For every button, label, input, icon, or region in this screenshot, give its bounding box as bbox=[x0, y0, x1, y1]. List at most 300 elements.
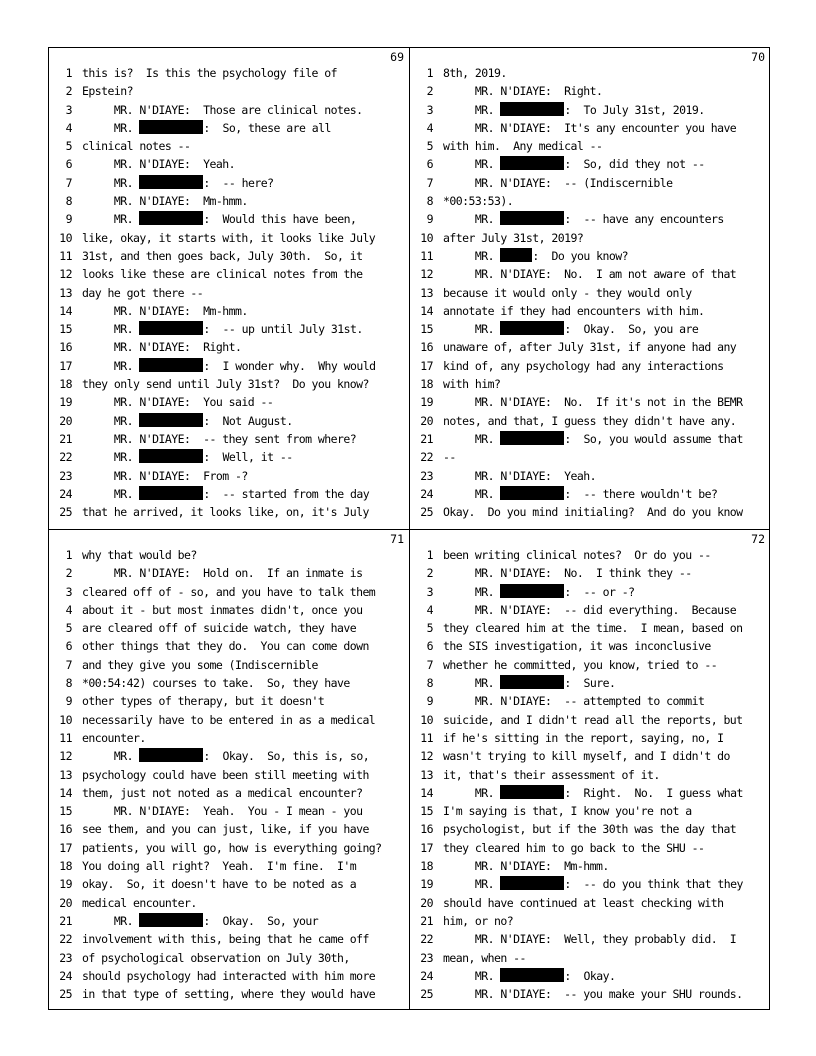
line-number: 10 bbox=[59, 712, 72, 727]
line-text: MR. : -- here? bbox=[82, 175, 274, 190]
redaction-box bbox=[500, 431, 564, 445]
redaction-box bbox=[139, 120, 203, 134]
transcript-line bbox=[410, 503, 771, 521]
transcript-line bbox=[49, 656, 410, 674]
transcript-line bbox=[410, 64, 771, 82]
redaction-box bbox=[500, 486, 564, 500]
line-number: 12 bbox=[59, 267, 72, 282]
line-text: -- bbox=[443, 450, 456, 465]
line-text: should have continued at least checking with bbox=[443, 895, 724, 910]
line-text: I'm saying is that, I know you're not a bbox=[443, 804, 692, 819]
line-text: MR. N'DIAYE: Mm-hmm. bbox=[82, 303, 248, 318]
redaction-box bbox=[500, 675, 564, 689]
line-text: psychology could have been still meeting with bbox=[82, 767, 369, 782]
line-number: 11 bbox=[59, 730, 72, 745]
line-text: MR. : Not August. bbox=[82, 413, 293, 428]
line-number: 18 bbox=[420, 859, 433, 874]
line-text: MR. N'DIAYE: Right. bbox=[443, 84, 603, 99]
transcript-line bbox=[410, 192, 771, 210]
line-text: notes, and that, I guess they didn't have any. bbox=[443, 413, 737, 428]
line-number: 25 bbox=[420, 505, 433, 520]
line-number: 3 bbox=[426, 584, 433, 599]
line-number: 11 bbox=[420, 248, 433, 263]
line-text: MR. N'DIAYE: It's any encounter you have bbox=[443, 120, 737, 135]
line-number: 16 bbox=[59, 822, 72, 837]
line-text: should psychology had interacted with him more bbox=[82, 968, 376, 983]
page-lines bbox=[49, 64, 410, 521]
redaction-box bbox=[139, 175, 203, 189]
line-number: 18 bbox=[59, 377, 72, 392]
line-text: MR. N'DIAYE: From -? bbox=[82, 468, 248, 483]
redaction-box bbox=[139, 321, 203, 335]
line-text: MR. N'DIAYE: No. I think they -- bbox=[443, 566, 692, 581]
transcript-line bbox=[49, 357, 410, 375]
line-number: 17 bbox=[420, 358, 433, 373]
transcript-line bbox=[49, 302, 410, 320]
line-number: 3 bbox=[65, 584, 72, 599]
redaction-box bbox=[500, 211, 564, 225]
transcript-line bbox=[49, 119, 410, 137]
line-number: 23 bbox=[59, 468, 72, 483]
line-number: 9 bbox=[65, 694, 72, 709]
page-number: 72 bbox=[751, 532, 765, 546]
line-text: 31st, and then goes back, July 30th. So, it bbox=[82, 248, 363, 263]
transcript-line bbox=[49, 265, 410, 283]
transcript-line bbox=[410, 485, 771, 503]
line-text: Epstein? bbox=[82, 84, 133, 99]
transcript-line bbox=[410, 637, 771, 655]
line-number: 13 bbox=[420, 767, 433, 782]
transcript-page-71 bbox=[49, 530, 410, 1011]
transcript-line bbox=[410, 967, 771, 985]
line-number: 19 bbox=[420, 877, 433, 892]
line-number: 16 bbox=[59, 340, 72, 355]
line-number: 4 bbox=[65, 120, 72, 135]
line-text: MR. N'DIAYE: Mm-hmm. bbox=[443, 859, 609, 874]
line-number: 2 bbox=[426, 566, 433, 581]
line-number: 15 bbox=[420, 804, 433, 819]
line-number: 21 bbox=[59, 431, 72, 446]
line-text: MR. N'DIAYE: -- you make your SHU rounds. bbox=[443, 987, 743, 1002]
transcript-line bbox=[49, 284, 410, 302]
transcript-line bbox=[49, 857, 410, 875]
transcript-line bbox=[410, 820, 771, 838]
line-text: unaware of, after July 31st, if anyone had any bbox=[443, 340, 737, 355]
line-number: 5 bbox=[65, 621, 72, 636]
transcript-line bbox=[49, 412, 410, 430]
line-number: 4 bbox=[65, 602, 72, 617]
line-text: after July 31st, 2019? bbox=[443, 230, 584, 245]
line-text: MR. : So, you would assume that bbox=[443, 431, 743, 446]
line-text: mean, when -- bbox=[443, 950, 526, 965]
line-text: MR. N'DIAYE: -- (Indiscernible bbox=[443, 175, 673, 190]
line-number: 4 bbox=[426, 602, 433, 617]
transcript-line bbox=[49, 583, 410, 601]
line-text: they cleared him at the time. I mean, based on bbox=[443, 621, 743, 636]
line-number: 20 bbox=[420, 895, 433, 910]
line-text: MR. N'DIAYE: Yeah. You - I mean - you bbox=[82, 804, 363, 819]
transcript-line bbox=[49, 912, 410, 930]
redaction-box bbox=[500, 248, 532, 262]
line-text: MR. : So, these are all bbox=[82, 120, 331, 135]
line-number: 22 bbox=[420, 450, 433, 465]
line-text: Okay. Do you mind initialing? And do you know bbox=[443, 505, 743, 520]
line-text: MR. : Okay. So, you are bbox=[443, 322, 699, 337]
line-text: MR. N'DIAYE: Those are clinical notes. bbox=[82, 102, 363, 117]
line-number: 24 bbox=[59, 486, 72, 501]
page-lines bbox=[410, 546, 771, 1003]
line-text: in that type of setting, where they would have bbox=[82, 987, 376, 1002]
transcript-line bbox=[49, 155, 410, 173]
line-text: with him. Any medical -- bbox=[443, 139, 603, 154]
transcript-line bbox=[410, 875, 771, 893]
transcript-line bbox=[49, 820, 410, 838]
transcript-line bbox=[410, 784, 771, 802]
line-number: 23 bbox=[59, 950, 72, 965]
transcript-line bbox=[49, 375, 410, 393]
redaction-box bbox=[139, 211, 203, 225]
line-number: 7 bbox=[65, 175, 72, 190]
line-text: MR. : To July 31st, 2019. bbox=[443, 102, 705, 117]
transcript-line bbox=[49, 729, 410, 747]
transcript-line bbox=[49, 101, 410, 119]
line-number: 7 bbox=[426, 175, 433, 190]
redaction-box bbox=[500, 156, 564, 170]
line-number: 21 bbox=[59, 913, 72, 928]
line-text: MR. N'DIAYE: No. If it's not in the BEMR bbox=[443, 395, 743, 410]
redaction-box bbox=[500, 321, 564, 335]
line-text: clinical notes -- bbox=[82, 139, 191, 154]
line-number: 9 bbox=[65, 212, 72, 227]
transcript-line bbox=[49, 64, 410, 82]
transcript-line bbox=[49, 747, 410, 765]
line-number: 19 bbox=[420, 395, 433, 410]
line-number: 12 bbox=[420, 267, 433, 282]
transcript-line bbox=[49, 564, 410, 582]
line-number: 7 bbox=[65, 657, 72, 672]
transcript-line bbox=[49, 692, 410, 710]
line-text: MR. : -- or -? bbox=[443, 584, 635, 599]
line-text: and they give you some (Indiscernible bbox=[82, 657, 318, 672]
line-text: 8th, 2019. bbox=[443, 66, 507, 80]
line-number: 15 bbox=[59, 322, 72, 337]
line-number: 5 bbox=[426, 621, 433, 636]
line-number: 20 bbox=[420, 413, 433, 428]
line-number: 1 bbox=[65, 548, 72, 562]
line-number: 14 bbox=[420, 303, 433, 318]
line-text: MR. : -- do you think that they bbox=[443, 877, 743, 892]
line-number: 25 bbox=[59, 505, 72, 520]
line-number: 17 bbox=[420, 840, 433, 855]
line-text: MR. : Do you know? bbox=[443, 248, 628, 263]
transcript-line bbox=[410, 985, 771, 1003]
line-number: 6 bbox=[426, 157, 433, 172]
line-text: MR. : Right. No. I guess what bbox=[443, 785, 743, 800]
redaction-box bbox=[139, 413, 203, 427]
transcript-line bbox=[49, 174, 410, 192]
transcript-line bbox=[410, 210, 771, 228]
redaction-box bbox=[500, 968, 564, 982]
line-text: other types of therapy, but it doesn't bbox=[82, 694, 325, 709]
line-text: MR. N'DIAYE: Mm-hmm. bbox=[82, 194, 248, 209]
line-number: 12 bbox=[59, 749, 72, 764]
transcript-line bbox=[410, 601, 771, 619]
line-number: 15 bbox=[59, 804, 72, 819]
redaction-box bbox=[139, 486, 203, 500]
line-text: him, or no? bbox=[443, 913, 514, 928]
line-text: MR. : -- started from the day bbox=[82, 486, 370, 501]
line-number: 24 bbox=[420, 486, 433, 501]
transcript-line bbox=[49, 229, 410, 247]
line-text: MR. : Okay. bbox=[443, 968, 616, 983]
line-number: 11 bbox=[420, 730, 433, 745]
line-text: wasn't trying to kill myself, and I didn't do bbox=[443, 749, 730, 764]
transcript-line bbox=[410, 247, 771, 265]
line-number: 9 bbox=[426, 212, 433, 227]
transcript-line bbox=[410, 949, 771, 967]
transcript-line bbox=[410, 101, 771, 119]
transcript-line bbox=[49, 430, 410, 448]
transcript-line bbox=[49, 784, 410, 802]
line-number: 16 bbox=[420, 822, 433, 837]
redaction-box bbox=[139, 449, 203, 463]
line-number: 16 bbox=[420, 340, 433, 355]
line-number: 6 bbox=[65, 639, 72, 654]
line-text: psychologist, but if the 30th was the day that bbox=[443, 822, 737, 837]
line-number: 2 bbox=[65, 84, 72, 99]
line-text: MR. N'DIAYE: Yeah. bbox=[443, 468, 596, 483]
transcript-line bbox=[49, 619, 410, 637]
transcript-line bbox=[49, 766, 410, 784]
line-number: 21 bbox=[420, 431, 433, 446]
line-number: 10 bbox=[59, 230, 72, 245]
line-text: patients, you will go, how is everything going? bbox=[82, 840, 382, 855]
transcript-line bbox=[410, 338, 771, 356]
transcript-line bbox=[410, 82, 771, 100]
line-text: annotate if they had encounters with him. bbox=[443, 303, 705, 318]
transcript-line bbox=[410, 119, 771, 137]
transcript-line bbox=[49, 192, 410, 210]
line-number: 1 bbox=[65, 66, 72, 80]
line-number: 21 bbox=[420, 913, 433, 928]
redaction-box bbox=[139, 913, 203, 927]
line-number: 25 bbox=[420, 987, 433, 1002]
line-number: 20 bbox=[59, 413, 72, 428]
line-text: whether he committed, you know, tried to -- bbox=[443, 657, 718, 672]
line-number: 24 bbox=[59, 968, 72, 983]
line-text: kind of, any psychology had any interactions bbox=[443, 358, 724, 373]
line-number: 5 bbox=[65, 139, 72, 154]
line-number: 4 bbox=[426, 120, 433, 135]
transcript-line bbox=[49, 338, 410, 356]
line-text: MR. N'DIAYE: Hold on. If an inmate is bbox=[82, 566, 363, 581]
line-text: been writing clinical notes? Or do you -- bbox=[443, 548, 711, 562]
line-text: looks like these are clinical notes from the bbox=[82, 267, 363, 282]
line-number: 17 bbox=[59, 840, 72, 855]
transcript-line bbox=[49, 467, 410, 485]
transcript-line bbox=[410, 302, 771, 320]
transcript-line bbox=[49, 247, 410, 265]
line-text: of psychological observation on July 30th, bbox=[82, 950, 350, 965]
line-text: day he got there -- bbox=[82, 285, 204, 300]
transcript-line bbox=[410, 265, 771, 283]
transcript-line bbox=[410, 766, 771, 784]
line-text: MR. N'DIAYE: Yeah. bbox=[82, 157, 235, 172]
line-number: 22 bbox=[59, 932, 72, 947]
transcript-line bbox=[410, 729, 771, 747]
line-text: MR. N'DIAYE: -- they sent from where? bbox=[82, 431, 357, 446]
line-text: with him? bbox=[443, 377, 501, 392]
transcript-line bbox=[49, 674, 410, 692]
transcript-line bbox=[410, 839, 771, 857]
line-text: about it - but most inmates didn't, once you bbox=[82, 602, 363, 617]
line-text: MR. N'DIAYE: You said -- bbox=[82, 395, 274, 410]
line-number: 3 bbox=[426, 102, 433, 117]
transcript-page-69 bbox=[49, 48, 410, 529]
transcript-line bbox=[410, 155, 771, 173]
page-number: 71 bbox=[390, 532, 404, 546]
transcript-line bbox=[49, 210, 410, 228]
transcript-line bbox=[49, 82, 410, 100]
transcript-line bbox=[49, 137, 410, 155]
line-text: MR. : Sure. bbox=[443, 676, 616, 691]
redaction-box bbox=[139, 748, 203, 762]
line-number: 22 bbox=[420, 932, 433, 947]
line-number: 8 bbox=[426, 194, 433, 209]
transcript-line bbox=[49, 949, 410, 967]
line-text: MR. N'DIAYE: Well, they probably did. I bbox=[443, 932, 737, 947]
transcript-line bbox=[410, 912, 771, 930]
transcript-line bbox=[410, 802, 771, 820]
line-text: MR. : I wonder why. Why would bbox=[82, 358, 376, 373]
transcript-sheet bbox=[48, 47, 770, 1010]
transcript-line bbox=[410, 583, 771, 601]
transcript-line bbox=[410, 412, 771, 430]
line-number: 1 bbox=[426, 66, 433, 80]
transcript-line bbox=[410, 894, 771, 912]
line-text: medical encounter. bbox=[82, 895, 197, 910]
line-text: MR. : Okay. So, your bbox=[82, 913, 319, 928]
transcript-page-70 bbox=[410, 48, 771, 529]
transcript-line bbox=[49, 875, 410, 893]
transcript-line bbox=[49, 711, 410, 729]
line-text: cleared off of - so, and you have to talk them bbox=[82, 584, 376, 599]
transcript-line bbox=[410, 711, 771, 729]
line-text: see them, and you can just, like, if you have bbox=[82, 822, 369, 837]
line-text: this is? Is this the psychology file of bbox=[82, 66, 337, 80]
line-text: MR. : Well, it -- bbox=[82, 450, 293, 465]
line-text: necessarily have to be entered in as a medical bbox=[82, 712, 376, 727]
transcript-line bbox=[49, 320, 410, 338]
line-text: MR. : Okay. So, this is, so, bbox=[82, 749, 370, 764]
line-number: 3 bbox=[65, 102, 72, 117]
line-number: 25 bbox=[59, 987, 72, 1002]
line-number: 2 bbox=[65, 566, 72, 581]
transcript-line bbox=[49, 985, 410, 1003]
line-number: 2 bbox=[426, 84, 433, 99]
redaction-box bbox=[500, 584, 564, 598]
transcript-line bbox=[49, 448, 410, 466]
transcript-page-72 bbox=[410, 530, 771, 1011]
transcript-line bbox=[49, 894, 410, 912]
line-number: 24 bbox=[420, 968, 433, 983]
line-text: MR. : -- up until July 31st. bbox=[82, 322, 363, 337]
line-number: 8 bbox=[426, 676, 433, 691]
transcript-line bbox=[410, 546, 771, 564]
page-lines bbox=[49, 546, 410, 1003]
line-text: that he arrived, it looks like, on, it's July bbox=[82, 505, 369, 520]
line-number: 23 bbox=[420, 468, 433, 483]
line-text: why that would be? bbox=[82, 548, 197, 562]
transcript-line bbox=[410, 747, 771, 765]
line-text: because it would only - they would only bbox=[443, 285, 692, 300]
transcript-line bbox=[410, 930, 771, 948]
redaction-box bbox=[500, 102, 564, 116]
transcript-line bbox=[49, 485, 410, 503]
transcript-line bbox=[49, 637, 410, 655]
line-number: 18 bbox=[420, 377, 433, 392]
line-text: encounter. bbox=[82, 730, 146, 745]
redaction-box bbox=[139, 358, 203, 372]
transcript-line bbox=[410, 467, 771, 485]
line-text: they cleared him to go back to the SHU -- bbox=[443, 840, 705, 855]
transcript-line bbox=[410, 174, 771, 192]
line-number: 8 bbox=[65, 194, 72, 209]
transcript-line bbox=[410, 375, 771, 393]
line-number: 17 bbox=[59, 358, 72, 373]
redaction-box bbox=[500, 876, 564, 890]
transcript-line bbox=[49, 967, 410, 985]
line-number: 10 bbox=[420, 230, 433, 245]
line-text: them, just not noted as a medical encounter? bbox=[82, 785, 363, 800]
page-lines bbox=[410, 64, 771, 521]
line-number: 13 bbox=[59, 285, 72, 300]
line-text: MR. N'DIAYE: -- did everything. Because bbox=[443, 602, 737, 617]
transcript-line bbox=[49, 802, 410, 820]
transcript-line bbox=[410, 393, 771, 411]
transcript-line bbox=[410, 229, 771, 247]
line-text: it, that's their assessment of it. bbox=[443, 767, 660, 782]
line-number: 23 bbox=[420, 950, 433, 965]
transcript-line bbox=[410, 430, 771, 448]
page-number: 70 bbox=[751, 50, 765, 64]
transcript-line bbox=[410, 564, 771, 582]
transcript-line bbox=[410, 857, 771, 875]
line-text: suicide, and I didn't read all the reports, but bbox=[443, 712, 743, 727]
line-number: 11 bbox=[59, 248, 72, 263]
line-text: they only send until July 31st? Do you know? bbox=[82, 377, 369, 392]
transcript-line bbox=[49, 546, 410, 564]
line-text: MR. N'DIAYE: -- attempted to commit bbox=[443, 694, 705, 709]
transcript-line bbox=[49, 601, 410, 619]
line-text: MR. N'DIAYE: No. I am not aware of that bbox=[443, 267, 737, 282]
line-number: 19 bbox=[59, 877, 72, 892]
line-text: MR. : Would this have been, bbox=[82, 212, 357, 227]
line-text: *00:53:53). bbox=[443, 194, 514, 209]
line-number: 19 bbox=[59, 395, 72, 410]
transcript-line bbox=[410, 448, 771, 466]
transcript-line bbox=[410, 674, 771, 692]
line-number: 20 bbox=[59, 895, 72, 910]
line-number: 7 bbox=[426, 657, 433, 672]
transcript-line bbox=[49, 503, 410, 521]
line-number: 9 bbox=[426, 694, 433, 709]
line-text: MR. : -- have any encounters bbox=[443, 212, 724, 227]
transcript-line bbox=[410, 357, 771, 375]
transcript-line bbox=[410, 656, 771, 674]
transcript-line bbox=[49, 393, 410, 411]
transcript-line bbox=[410, 284, 771, 302]
